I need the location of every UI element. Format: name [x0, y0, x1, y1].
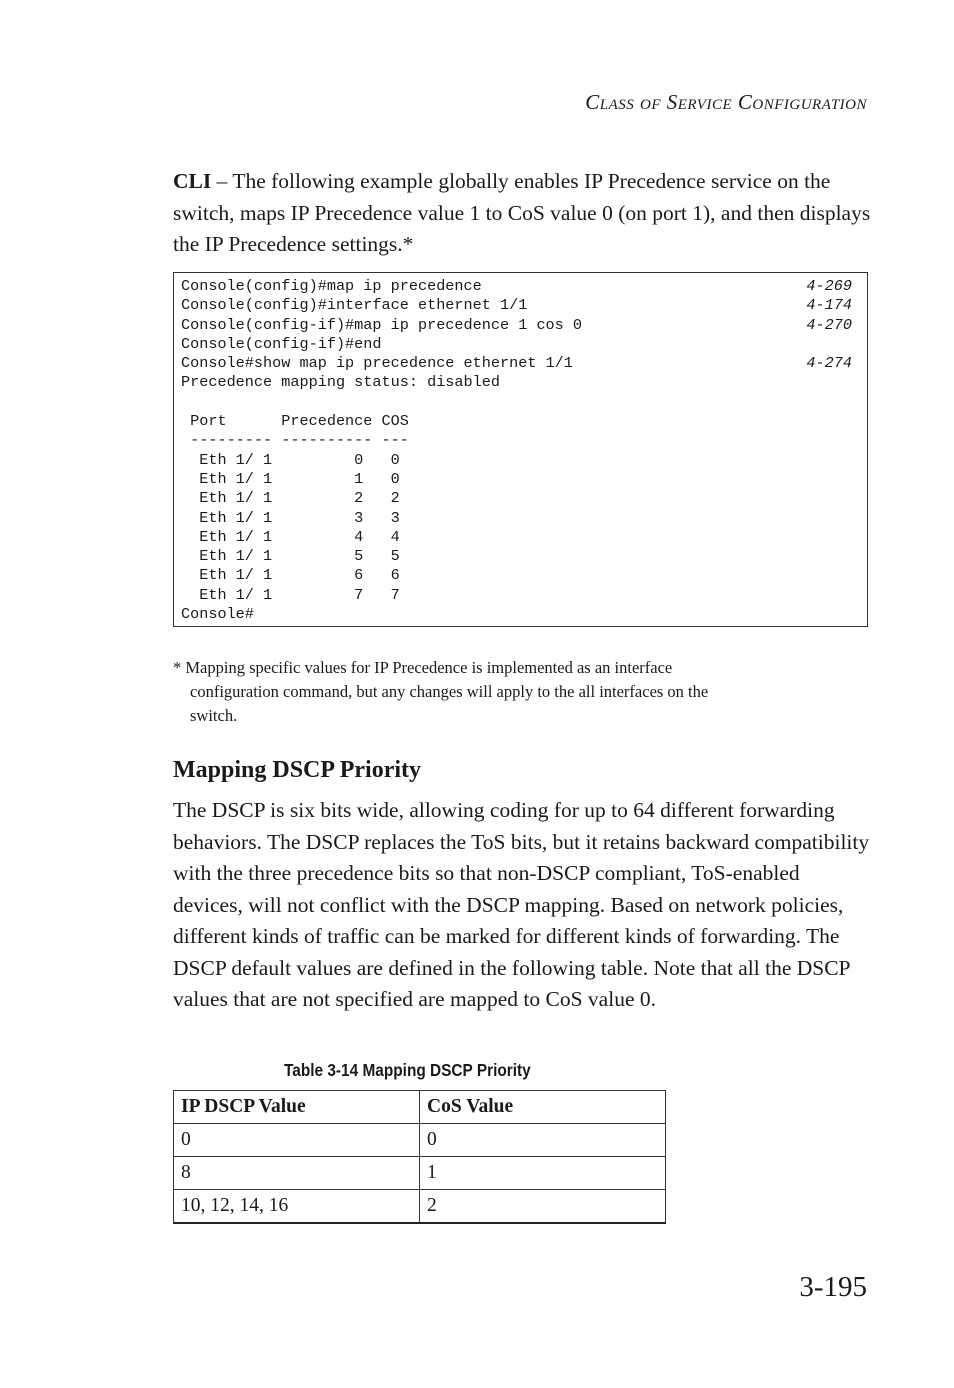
code-line [181, 354, 860, 373]
cli-intro-text: – The following example globally enables IP Precedence service on the switch, maps IP Precedence value 1 to CoS value 0 (on port 1), and then displays the IP Precedence settings.* [173, 169, 871, 256]
code-page-reference: 4-270 [806, 315, 852, 334]
table-caption: Table 3-14 Mapping DSCP Priority [284, 1060, 531, 1080]
code-line [181, 451, 860, 470]
code-text: Eth 1/ 1 1 0 [181, 469, 400, 488]
code-line [181, 316, 860, 335]
code-text: Console(config)#interface ethernet 1/1 [181, 296, 528, 315]
code-line [181, 393, 860, 412]
cli-code-block [173, 272, 868, 627]
table-cell: 1 [420, 1157, 666, 1190]
code-text: Console# [181, 605, 254, 624]
code-line [181, 470, 860, 489]
code-line [181, 528, 860, 547]
code-line [181, 509, 860, 528]
table-header-row [174, 1091, 666, 1124]
code-text: Eth 1/ 1 6 6 [181, 566, 400, 585]
table-row [174, 1190, 666, 1224]
page-number: 3-195 [799, 1271, 867, 1303]
table-row [174, 1124, 666, 1157]
table-cell: 0 [420, 1124, 666, 1157]
code-text: Eth 1/ 1 3 3 [181, 508, 400, 527]
code-page-reference: 4-269 [806, 277, 852, 295]
code-text: --------- ---------- --- [181, 431, 409, 450]
code-page-reference: 4-274 [806, 354, 852, 373]
code-text: Eth 1/ 1 2 2 [181, 489, 400, 508]
cli-intro-paragraph [173, 166, 873, 261]
code-text: Console#show map ip precedence ethernet 1/1 [181, 354, 573, 373]
code-text: Console(config-if)#map ip precedence 1 cos 0 [181, 315, 583, 334]
code-text: Port Precedence COS [181, 412, 409, 431]
table-cell: 10, 12, 14, 16 [174, 1190, 420, 1224]
code-text: Precedence mapping status: disabled [181, 373, 500, 392]
table-cell: 2 [420, 1190, 666, 1224]
header-cos-value: CoS Value [420, 1091, 666, 1124]
table-row [174, 1157, 666, 1190]
code-line [181, 277, 860, 296]
table-cell: 8 [174, 1157, 420, 1190]
code-line [181, 547, 860, 566]
code-line [181, 586, 860, 605]
code-line [181, 489, 860, 508]
code-line [181, 605, 860, 624]
table-cell: 0 [174, 1124, 420, 1157]
code-text: Eth 1/ 1 0 0 [181, 450, 400, 469]
code-line [181, 412, 860, 431]
code-line [181, 296, 860, 315]
dscp-mapping-table [173, 1090, 666, 1224]
footnote [173, 656, 793, 728]
running-head: Class of Service Configuration [585, 90, 867, 114]
code-text: Eth 1/ 1 4 4 [181, 527, 400, 546]
code-page-reference: 4-174 [806, 296, 852, 315]
footnote-line-3: switch. [190, 706, 238, 725]
code-line [181, 566, 860, 585]
header-ip-dscp-value: IP DSCP Value [174, 1091, 420, 1124]
cli-label: CLI [173, 169, 212, 193]
code-text: Eth 1/ 1 5 5 [181, 547, 400, 566]
code-text: Eth 1/ 1 7 7 [181, 585, 400, 604]
footnote-line-2: configuration command, but any changes will apply to the all interfaces on the [190, 682, 709, 701]
code-line [181, 431, 860, 450]
code-text: Console(config)#map ip precedence [181, 277, 482, 295]
section-heading: Mapping DSCP Priority [173, 757, 422, 783]
code-line [181, 373, 860, 392]
code-line [181, 335, 860, 354]
code-text: Console(config-if)#end [181, 334, 382, 353]
footnote-line-1: * Mapping specific values for IP Precedence is implemented as an interface [173, 658, 673, 677]
dscp-paragraph: The DSCP is six bits wide, allowing coding for up to 64 different forwarding behaviors. The DSCP replaces the ToS bits, but it retains backward compatibility with the three precedence bits so that non-DSCP compliant, ToS-enabled devices, will not conflict with the DSCP mapping. Based on network policies, different kinds of traffic can be marked for different kinds of forwarding. The DSCP default values are defined in the following table. Note that all the DSCP values that are not specified are mapped to CoS value 0. [173, 798, 870, 1011]
